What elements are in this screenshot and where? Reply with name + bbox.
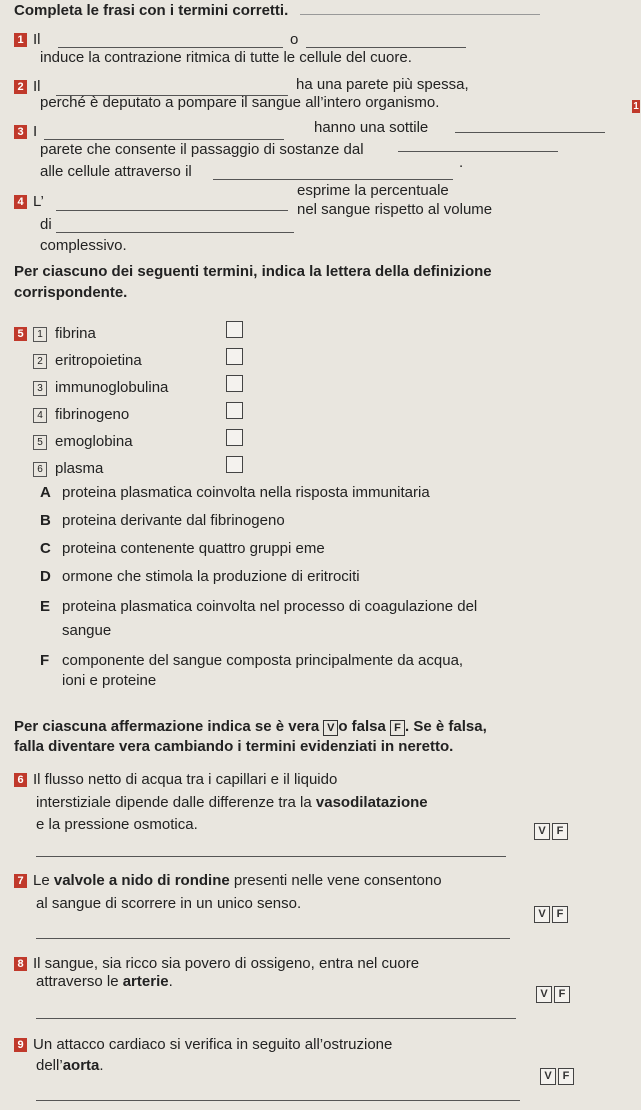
item-6-text2: interstiziale dipende dalle differenze tra la <box>36 794 316 811</box>
item-number-6: 6 <box>14 773 27 787</box>
answer-box-1[interactable] <box>226 321 243 338</box>
definition-letter-a: A <box>40 484 51 501</box>
item-7-line2: al sangue di scorrere in un unico senso. <box>36 895 302 912</box>
definition-letter-f: F <box>40 652 50 669</box>
item-6-true-box[interactable]: V <box>534 823 550 840</box>
item-6-answer-line[interactable] <box>36 856 506 857</box>
definition-text-f: componente del sangue composta principalmente da acqua, <box>62 652 464 669</box>
item-3-line3: alle cellule attraverso il <box>40 163 192 180</box>
item-9-answer-line[interactable] <box>36 1100 520 1101</box>
item-number-2: 2 <box>14 80 27 94</box>
item-7-answer-line[interactable] <box>36 938 510 939</box>
definition-text-c: proteina contenente quattro gruppi eme <box>62 540 325 557</box>
term-label-6: plasma <box>55 460 104 477</box>
item-8-text1: Il sangue, sia ricco sia povero di ossigeno, entra nel cuore <box>33 955 420 972</box>
item-9-text2c: . <box>99 1057 104 1074</box>
item-3-line2: parete che consente il passaggio di sostanze dal <box>40 141 364 158</box>
definition-text-b: proteina derivante dal fibrinogeno <box>62 512 285 529</box>
true-symbol: V <box>323 720 338 736</box>
item-1-prefix: Il <box>33 31 41 48</box>
answer-box-2[interactable] <box>226 348 243 365</box>
answer-box-4[interactable] <box>226 402 243 419</box>
item-4-line1 <box>14 193 44 211</box>
item-6-bold-term: vasodilatazione <box>315 794 428 811</box>
item-4-line2-start: di <box>40 216 52 233</box>
item-3-blank-trail[interactable] <box>455 132 605 133</box>
term-label-4: fibrinogeno <box>55 406 130 423</box>
item-9-vf <box>540 1068 574 1085</box>
definition-text-d: ormone che stimola la produzione di eritrociti <box>62 568 360 585</box>
item-2-line1 <box>14 78 41 96</box>
item-6-line1 <box>14 771 337 789</box>
item-8-line1 <box>14 955 419 973</box>
false-symbol: F <box>390 720 405 736</box>
item-2-line2: perché è deputato a pompare il sangue all’intero organismo. <box>40 94 440 111</box>
term-row-6 <box>33 460 103 478</box>
term-number-3: 3 <box>33 381 47 396</box>
item-number-5: 5 <box>14 327 27 341</box>
item-number-4: 4 <box>14 195 27 209</box>
definition-text-e: proteina plasmatica coinvolta nel processo di coagulazione del <box>62 598 478 615</box>
definition-a <box>40 484 430 502</box>
item-4-mid: esprime la percentuale <box>297 182 449 199</box>
item-6-vf <box>534 823 568 840</box>
item-9-bold-term: aorta <box>62 1057 100 1074</box>
item-7-text1a: Le <box>33 872 54 889</box>
definition-e <box>40 598 477 616</box>
definition-f <box>40 652 463 670</box>
section3-instr-a: Per ciascuna affermazione indica se è vera <box>14 718 320 735</box>
definition-c <box>40 540 325 558</box>
term-number-4: 4 <box>33 408 47 423</box>
item-2-prefix: Il <box>33 78 41 95</box>
item-9-line1 <box>14 1036 392 1054</box>
item-1-line1 <box>14 31 41 49</box>
term-label-1: fibrina <box>55 325 96 342</box>
term-row-4 <box>33 406 129 424</box>
term-label-2: eritropoietina <box>55 352 142 369</box>
section2-instruction-line2: corrispondente. <box>14 284 128 301</box>
term-row-1 <box>14 325 96 343</box>
item-6-text1: Il flusso netto di acqua tra i capillari e il liquido <box>33 771 338 788</box>
definition-text-e-cont: sangue <box>62 622 112 639</box>
item-4-prefix: L’ <box>33 193 44 210</box>
item-8-text2a: attraverso le <box>36 973 123 990</box>
section3-instr-c: . Se è falsa, <box>405 718 487 735</box>
item-8-answer-line[interactable] <box>36 1018 516 1019</box>
answer-box-6[interactable] <box>226 456 243 473</box>
item-number-1: 1 <box>14 33 27 47</box>
item-3-blank-b[interactable] <box>398 151 558 152</box>
term-number-2: 2 <box>33 354 47 369</box>
item-4-blank-a[interactable] <box>56 210 288 211</box>
item-9-true-box[interactable]: V <box>540 1068 556 1085</box>
item-4-line2-end: nel sangue rispetto al volume <box>297 201 493 218</box>
item-6-line2 <box>36 794 428 812</box>
item-3-end: . <box>459 154 464 171</box>
item-6-line3: e la pressione osmotica. <box>36 816 198 833</box>
item-8-text2c: . <box>168 973 173 990</box>
section2-instruction-line1: Per ciascuno dei seguenti termini, indica la lettera della definizione <box>14 263 492 280</box>
answer-box-3[interactable] <box>226 375 243 392</box>
item-4-blank-b[interactable] <box>56 232 294 233</box>
item-4-line3: complessivo. <box>40 237 127 254</box>
section3-instr-b: o falsa <box>338 718 386 735</box>
section3-instruction-line1 <box>14 718 487 736</box>
item-3-mid: hanno una sottile <box>314 119 429 136</box>
item-2-mid: ha una parete più spessa, <box>296 76 469 93</box>
item-8-false-box[interactable]: F <box>554 986 570 1003</box>
edge-page-mark: 1 <box>633 101 639 112</box>
item-1-mid: o <box>290 31 299 48</box>
item-number-7: 7 <box>14 874 27 888</box>
definition-letter-d: D <box>40 568 51 585</box>
item-3-blank-c[interactable] <box>213 179 453 180</box>
definition-letter-c: C <box>40 540 51 557</box>
term-row-3 <box>33 379 168 397</box>
item-3-line1 <box>14 123 37 141</box>
definition-d <box>40 568 360 586</box>
item-7-bold-term: valvole a nido di rondine <box>53 872 230 889</box>
item-7-vf <box>534 906 568 923</box>
definition-b <box>40 512 285 530</box>
answer-box-5[interactable] <box>226 429 243 446</box>
item-1-line2: induce la contrazione ritmica di tutte le cellule del cuore. <box>40 49 412 66</box>
item-8-line2 <box>36 973 173 991</box>
section3-instruction-line2: falla diventare vera cambiando i termini evidenziati in neretto. <box>14 738 454 755</box>
item-number-3: 3 <box>14 125 27 139</box>
definition-letter-e: E <box>40 598 51 615</box>
item-7-false-box[interactable]: F <box>552 906 568 923</box>
item-7-true-box[interactable]: V <box>534 906 550 923</box>
item-9-false-box[interactable]: F <box>558 1068 574 1085</box>
item-1-blank-b[interactable] <box>306 47 466 48</box>
item-7-line1 <box>14 872 442 890</box>
header-rule <box>300 14 540 15</box>
term-row-2 <box>33 352 142 370</box>
item-1-blank-a[interactable] <box>58 47 283 48</box>
item-9-line2 <box>36 1057 104 1075</box>
item-8-true-box[interactable]: V <box>536 986 552 1003</box>
term-number-6: 6 <box>33 462 47 477</box>
definition-letter-b: B <box>40 512 51 529</box>
item-8-bold-term: arterie <box>122 973 169 990</box>
item-9-text2a: dell’ <box>36 1057 63 1074</box>
term-number-1: 1 <box>33 327 47 342</box>
section1-instruction: Completa le frasi con i termini corretti. <box>14 2 289 19</box>
item-number-8: 8 <box>14 957 27 971</box>
term-label-3: immunoglobulina <box>55 379 169 396</box>
item-8-vf <box>536 986 570 1003</box>
item-3-prefix: I <box>33 123 38 140</box>
item-9-text1: Un attacco cardiaco si verifica in seguito all’ostruzione <box>33 1036 393 1053</box>
term-number-5: 5 <box>33 435 47 450</box>
definition-text-a: proteina plasmatica coinvolta nella risposta immunitaria <box>62 484 430 501</box>
term-row-5 <box>33 433 133 451</box>
definition-text-f-cont: ioni e proteine <box>62 672 157 689</box>
item-6-false-box[interactable]: F <box>552 823 568 840</box>
item-3-blank-a[interactable] <box>44 139 284 140</box>
item-7-text1c: presenti nelle vene consentono <box>229 872 442 889</box>
item-number-9: 9 <box>14 1038 27 1052</box>
term-label-5: emoglobina <box>55 433 133 450</box>
